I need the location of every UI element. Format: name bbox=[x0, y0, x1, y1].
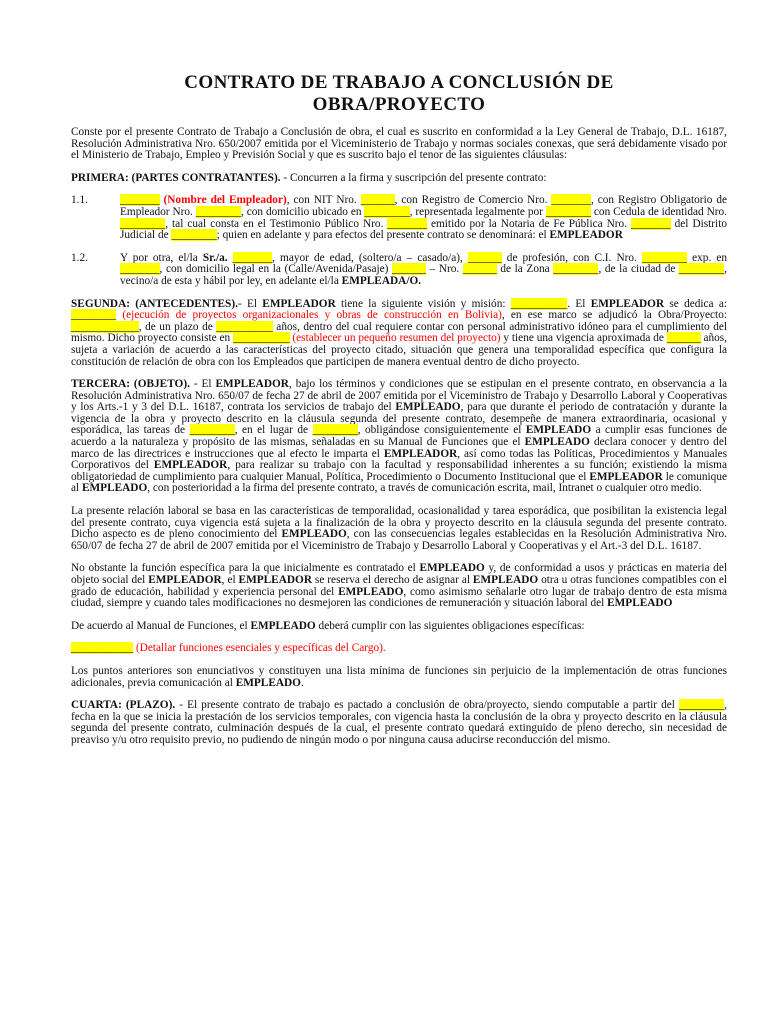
blank-field: ________ bbox=[545, 205, 591, 218]
blank-field: ___________ bbox=[71, 642, 134, 655]
blank-field: __________ bbox=[233, 332, 290, 345]
clause-cuarta: CUARTA: (PLAZO). - El presente contrato de trabajo es pactado a conclusión de obra/proyecto, siendo computable a partir del ________, fecha en la que se inicia la prestación de los servicios temporales, con vigencia hasta la conclusión de la obra y proyecto descrito en la cláusula segunda del presente contrato, culminación después de la cual, el presente contrato quedará extinguido de pleno derecho, sin necesidad de preaviso y/u otro requisito previo, no pudiendo de ningún modo o por ninguna causa aducirse reconducción del mismo. bbox=[71, 699, 727, 746]
blank-field: _______ bbox=[551, 194, 591, 207]
blank-field: _______ bbox=[631, 217, 671, 230]
blank-field: ________ bbox=[312, 424, 358, 437]
red-placeholder-text: (ejecución de proyectos organizacionales y obras de construcción en Bolivia) bbox=[122, 309, 502, 322]
blank-field: ______ bbox=[392, 263, 426, 276]
employee-word: EMPLEADA/O. bbox=[341, 274, 422, 287]
clause-cuarta-heading: CUARTA: (PLAZO). bbox=[71, 699, 176, 712]
paragraph-detallar bbox=[71, 643, 727, 655]
blank-field: _______ bbox=[232, 251, 273, 264]
clause-primera-text: - Concurren a la firma y suscripción del presente contrato: bbox=[280, 171, 547, 184]
item-text: _______ (Nombre del Empleador), con NIT Nro. ______, con Registro de Comercio Nro. _______, con Registro Obligatorio de Empleador Nro. ________, con domicilio ubicado en ________, representada legalmente por ________ con Cedula de identidad Nro. ________, tal cual consta en el Testimonio Público Nro. _______ emitido por la Notaria de Fe Pública Nro. _______ del Distrito Judicial de ________; quien en adelante y para efectos del presente contrato se denominará: el EMPLEADOR bbox=[120, 194, 727, 242]
red-placeholder-text: (establecer un pequeño resumen del proyecto) bbox=[292, 332, 501, 345]
blank-field: ______ bbox=[666, 332, 701, 345]
clause-segunda: SEGUNDA: (ANTECEDENTES).- El EMPLEADOR tiene la siguiente visión y misión: __________. El EMPLEADOR se dedica a: ________ (ejecución de proyectos organizacionales y obras de construcción en Bolivia), en ese marco se adjudicó la Obra/Proyecto: ____________, de un plazo de __________ años, dentro del cual requiere contar con personal administrativo idóneo para el cumplimiento del mismo. Dicho proyecto consiste en __________ (establecer un pequeño resumen del proyecto) y tiene una vigencia aproximada de ______ años, sujeta a variación de acuerdo a las características del proyecto citado, situación que genera una temporalidad específica que configura la constitución de relación de obra con los Empleados que participen de manera eventual dentro de dicho proyecto. bbox=[71, 297, 728, 368]
paragraph-temporalidad: La presente relación laboral se basa en las características de temporalidad, ocasionalidad y tarea esporádica, que posibilitan la existencia legal del presente contrato, cuya vigencia está sujeta a la finalización de la obra y proyecto descrito en la cláusula segunda del presente contrato. Dicho aspecto es de pleno conocimiento del EMPLEADO, con las consecuencias legales establecidas en la Resolución Administrativa Nro. 650/07 de fecha 27 de abril de 2007 emitida por el Viceministro de Trabajo y Desarrollo Laboral y Cooperativas y el Art.-3 del D.L. 16187. bbox=[71, 505, 727, 552]
blank-field: _______ bbox=[120, 263, 160, 276]
paragraph-puntos: Los puntos anteriores son enunciativos y constituyen una lista mínima de funciones sin perjuicio de la implementación de otras funciones adicionales, previa comunicación al EMPLEADO. bbox=[71, 664, 727, 689]
blank-field: ________ bbox=[553, 263, 599, 276]
clause-primera-heading: PRIMERA: (PARTES CONTRATANTES). bbox=[71, 171, 281, 184]
clause-item-1-2 bbox=[71, 253, 727, 288]
clause-primera bbox=[71, 173, 727, 185]
blank-field: _______ bbox=[120, 194, 160, 207]
title-line-1: CONTRATO DE TRABAJO A CONCLUSIÓN DE bbox=[184, 72, 614, 93]
clause-tercera-heading: TERCERA: (OBJETO). bbox=[71, 378, 190, 391]
blank-field: ________ bbox=[678, 263, 725, 276]
blank-field: ______ bbox=[462, 263, 497, 276]
blank-field: _______ bbox=[387, 217, 427, 230]
clause-item-1-1 bbox=[71, 195, 727, 241]
blank-field: ________ bbox=[678, 699, 725, 712]
title-line-2: OBRA/PROYECTO bbox=[312, 94, 486, 115]
clause-tercera: TERCERA: (OBJETO). - El EMPLEADOR, bajo los términos y condiciones que se estipulan en el presente contrato, en observancia a la Resolución Administrativa Nro. 650/07 de fecha 27 de abril de 2007 emitida por el Viceministro de Trabajo y Desarrollo Laboral y Cooperativas y los Arts.-1 y 3 del D.L. 16187, contrata los servicios de trabajo del EMPLEADO, para que durante el periodo de contratación y durante la vigencia de la obra y proyecto descrito en la cláusula segunda del presente contrato, desempeñe de manera extraordinaria, ocasional y esporádica, las tareas de ________, en el lugar de ________, obligándose consiguientemente el EMPLEADO a cumplir esas funciones de acuerdo a la naturaleza y propósito de las mismas, señaladas en su Manual de Funciones que el EMPLEADO declara conocer y dentro del marco de las directrices e instrucciones que al efecto le imparta el EMPLEADOR, así como todas las Políticas, Procedimientos y Manuales Corporativos del EMPLEADOR, para realizar su trabajo con la facultad y responsabilidad inherentes a su función; existiendo la misma obligatoriedad de cumplimiento para cualquier Manual, Política, Procedimiento o Documento Institucional que el EMPLEADOR le comunique al EMPLEADO, con posterioridad a la firma del presente contrato, a través de comunicación escrita, mail, Intranet o cualquier otro medio. bbox=[71, 378, 728, 495]
blank-field: __________ bbox=[216, 320, 273, 333]
blank-field: ____________ bbox=[71, 320, 139, 333]
red-placeholder-text: (Detallar funciones esenciales y específicas del Cargo). bbox=[133, 642, 386, 655]
paragraph-no-obstante: No obstante la función específica para la que inicialmente es contratado el EMPLEADO y, de conformidad a usos y prácticas en materia del objeto social del EMPLEADOR, el EMPLEADOR se reserva el derecho de asignar al EMPLEADO otra u otras funciones compatibles con el grado de educación, habilidad y experiencia personal del EMPLEADO, como asimismo señalarle otro lugar de trabajo dentro de esta misma ciudad, siempre y cuando tales modificaciones no desmejoren las condiciones de remuneración y situación laboral del EMPLEADO bbox=[71, 562, 727, 610]
item-number: 1.1. bbox=[71, 194, 88, 207]
item-text: Y por otra, el/la Sr./a. _______, mayor de edad, (soltero/a – casado/a), ______ de profesión, con C.I. Nro. ________ exp. en _______, con domicilio legal en la (Calle/Avenida/Pasaje) ______ – Nro. ______ de la Zona ________, de la ciudad de ________, vecino/a de esta y hábil por ley, en adelante el/la EMPLEADA/O. bbox=[120, 251, 727, 287]
blank-field: __________ bbox=[510, 297, 568, 310]
blank-field: ______ bbox=[360, 194, 395, 207]
paragraph-manual: De acuerdo al Manual de Funciones, el EMPLEADO deberá cumplir con las siguientes obligaciones específicas: bbox=[71, 619, 585, 632]
blank-field: ________ bbox=[195, 205, 241, 218]
blank-field: ________ bbox=[120, 217, 166, 230]
blank-field: ________ bbox=[364, 205, 410, 218]
blank-field: ________ bbox=[171, 229, 217, 242]
document-title bbox=[71, 72, 727, 116]
employer-name-placeholder: (Nombre del Empleador) bbox=[163, 194, 287, 207]
blank-field: ______ bbox=[467, 251, 502, 264]
clause-segunda-heading: SEGUNDA: (ANTECEDENTES). bbox=[71, 297, 238, 310]
intro-paragraph: Conste por el presente Contrato de Trabajo a Conclusión de obra, el cual es suscrito en conformidad a la Ley General de Trabajo, D.L. 16187, Resolución Administrativa Nro. 650/2007 emitida por el Viceministerio de Trabajo y normas sociales conexas, que será debidamente visado por el Ministerio de Trabajo, Empleo y Previsión Social y que es suscrito bajo el tenor de las siguientes cláusulas: bbox=[71, 126, 727, 162]
blank-field: ________ bbox=[189, 424, 235, 437]
blank-field: ________ bbox=[641, 251, 688, 264]
item-number: 1.2. bbox=[71, 251, 88, 264]
blank-field: ________ bbox=[71, 309, 117, 322]
employer-word: EMPLEADOR bbox=[549, 229, 623, 242]
